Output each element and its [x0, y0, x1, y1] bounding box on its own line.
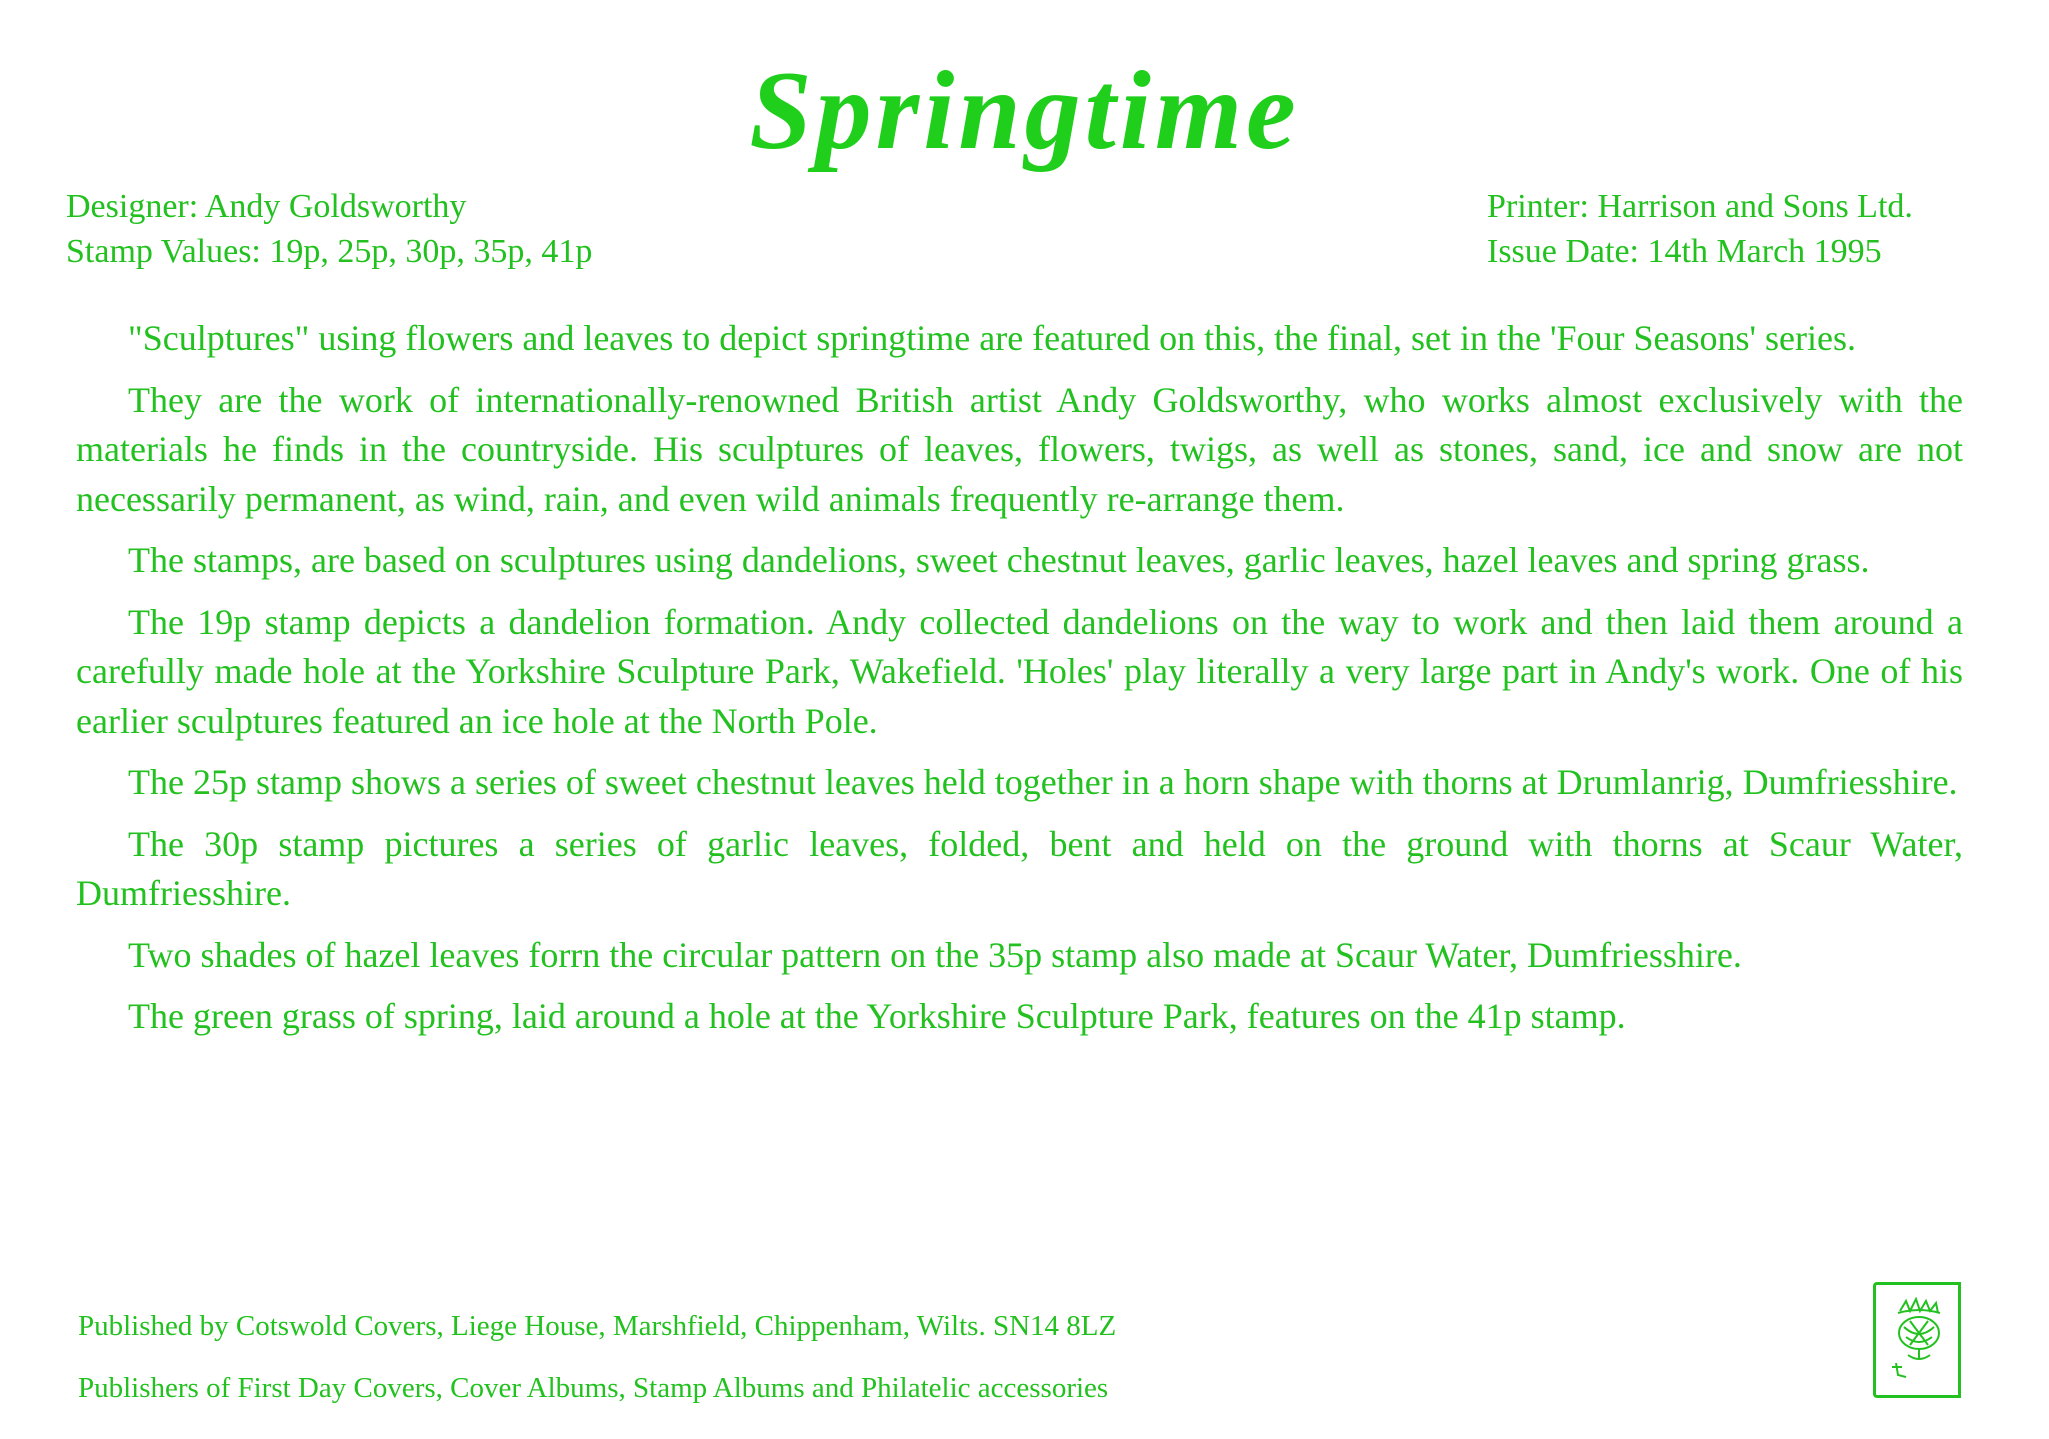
stamp-values-line: Stamp Values: 19p, 25p, 30p, 35p, 41p	[66, 233, 593, 270]
paragraph: The stamps, are based on sculptures using dandelions, sweet chestnut leaves, garlic leaves, hazel leaves and spring grass.	[128, 540, 1870, 580]
paragraph: "Sculptures" using flowers and leaves to depict springtime are featured on this, the final, set in the 'Four Seasons' series.	[128, 318, 1856, 358]
meta-left	[66, 184, 592, 274]
body-text	[76, 314, 1963, 1054]
thistle-icon	[1886, 1297, 1952, 1387]
paragraph: The 19p stamp depicts a dandelion formation. Andy collected dandelions on the way to work and then laid them around a carefully made hole at the Yorkshire Sculpture Park, Wakefield. 'Holes' play literally a very large part in Andy's work. One of his earlier sculptures featured an ice hole at the North Pole.	[76, 601, 1963, 741]
paragraph: Two shades of hazel leaves forrn the circular pattern on the 35p stamp also made at Scaur Water, Dumfriesshire.	[128, 934, 1742, 975]
page-title: Springtime	[749, 49, 1300, 173]
paragraph: The 25p stamp shows a series of sweet chestnut leaves held together in a horn shape with thorns at Drumlanrig, Dumfriesshire.	[128, 762, 1958, 802]
paragraph: They are the work of internationally-renowned British artist Andy Goldsworthy, who works almost exclusively with the materials he finds in the countryside. His sculptures of leaves, flowers, twigs, as well as stones, sand, ice and snow are not necessarily permanent, as wind, rain, and even wild animals frequently re-arrange them.	[76, 379, 1963, 519]
printer-line: Printer: Harrison and Sons Ltd.	[1487, 188, 1913, 225]
issue-date-line: Issue Date: 14th March 1995	[1487, 233, 1882, 270]
thistle-logo-icon	[1873, 1282, 1961, 1398]
paragraph: The green grass of spring, laid around a hole at the Yorkshire Sculpture Park, features on the 41p stamp.	[128, 996, 1626, 1036]
publisher-tagline: Publishers of First Day Covers, Cover Albums, Stamp Albums and Philatelic accessories	[78, 1372, 1109, 1404]
designer-line: Designer: Andy Goldsworthy	[66, 188, 467, 225]
paragraph: The 30p stamp pictures a series of garlic leaves, folded, bent and held on the ground with thorns at Scaur Water, Dumfriesshire.	[76, 823, 1963, 913]
publisher-address: Published by Cotswold Covers, Liege House, Marshfield, Chippenham, Wilts. SN14 8LZ	[78, 1310, 1117, 1342]
meta-right	[1487, 184, 1913, 274]
